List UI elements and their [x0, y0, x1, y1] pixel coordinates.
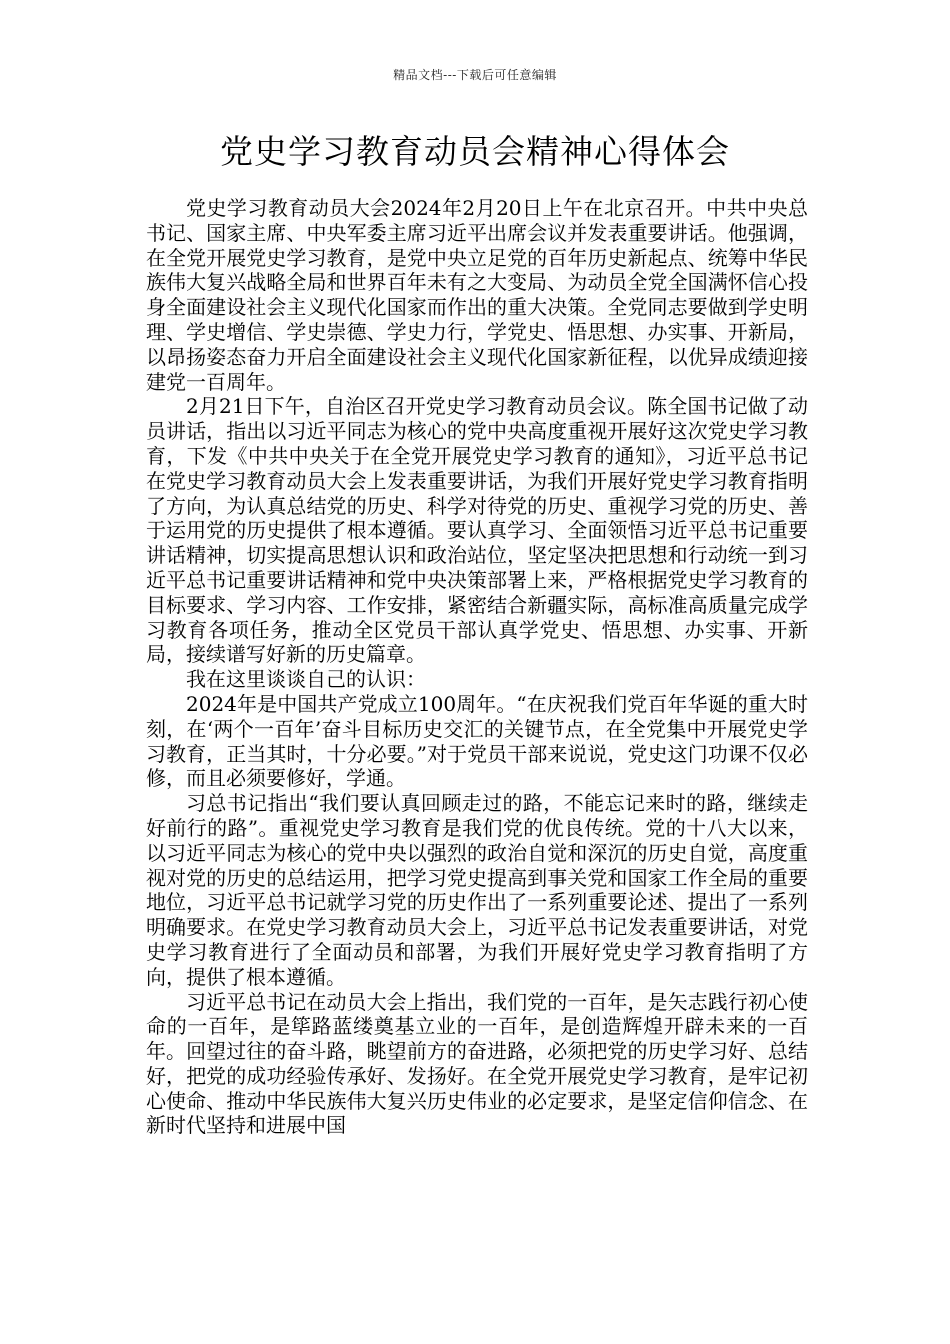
paragraph: 我在这里谈谈自己的认识：	[186, 667, 426, 692]
paragraph: 习近平总书记在动员大会上指出，我们党的一百年，是矢志践行初心使命的一百年，是筚路蓝缕奠基立业的一百年，是创造辉煌开辟未来的一百年。回望过往的奋斗路，眺望前方的奋进路，必须把党的历史学习好、总结好，把党的成功经验传承好、发扬好。在全党开展党史学习教育，是牢记初心使命、推动中华民族伟大复兴历史伟业的必定要求，是坚定信仰信念、在新时代坚持和进展中国	[146, 989, 808, 1138]
header-note: 精品文档---下载后可任意编辑	[393, 68, 557, 82]
paragraph: 习总书记指出“我们要认真回顾走过的路，不能忘记来时的路，继续走好前行的路”。重视党史学习教育是我们党的优良传统。党的十八大以来，以习近平同志为核心的党中央以强烈的政治自觉和深沉的历史自觉，高度重视对党的历史的总结运用，把学习党史提高到事关党和国家工作全局的重要地位，习近平总书记就学习党的历史作出了一系列重要论述、提出了一系列明确要求。在党史学习教育动员大会上，习近平总书记发表重要讲话，对党史学习教育进行了全面动员和部署，为我们开展好党史学习教育指明了方向，提供了根本遵循。	[146, 791, 808, 989]
paragraph: 党史学习教育动员大会2024年2月20日上午在北京召开。中共中央总书记、国家主席、中央军委主席习近平出席会议并发表重要讲话。他强调，在全党开展党史学习教育，是党中央立足党的百年历史新起点、统筹中华民族伟大复兴战略全局和世界百年未有之大变局、为动员全党全国满怀信心投身全面建设社会主义现代化国家而作出的重大决策。全党同志要做到学史明理、学史增信、学史崇德、学史力行，学党史、悟思想、办实事、开新局，以昂扬姿态奋力开启全面建设社会主义现代化国家新征程，以优异成绩迎接建党一百周年。	[146, 196, 808, 394]
document-title: 党史学习教育动员会精神心得体会	[220, 132, 730, 171]
document-body	[146, 196, 808, 1138]
paragraph: 2月21日下午，自治区召开党史学习教育动员会议。陈全国书记做了动员讲话，指出以习近平同志为核心的党中央高度重视开展好这次党史学习教育，下发《中共中央关于在全党开展党史学习教育的通知》，习近平总书记在党史学习教育动员大会上发表重要讲话，为我们开展好党史学习教育指明了方向，为认真总结党的历史、科学对待党的历史、重视学习党的历史、善于运用党的历史提供了根本遵循。要认真学习、全面领悟习近平总书记重要讲话精神，切实提高思想认识和政治站位，坚定坚决把思想和行动统一到习近平总书记重要讲话精神和党中央决策部署上来，严格根据党史学习教育的目标要求、学习内容、工作安排，紧密结合新疆实际，高标准高质量完成学习教育各项任务，推动全区党员干部认真学党史、悟思想、办实事、开新局，接续谱写好新的历史篇章。	[146, 394, 808, 667]
paragraph: 2024年是中国共产党成立100周年。“在庆祝我们党百年华诞的重大时刻，在‘两个一百年’奋斗目标历史交汇的关键节点，在全党集中开展党史学习教育，正当其时，十分必要。”对于党员干部来说说，党史这门功课不仅必修，而且必须要修好，学通。	[146, 691, 808, 791]
